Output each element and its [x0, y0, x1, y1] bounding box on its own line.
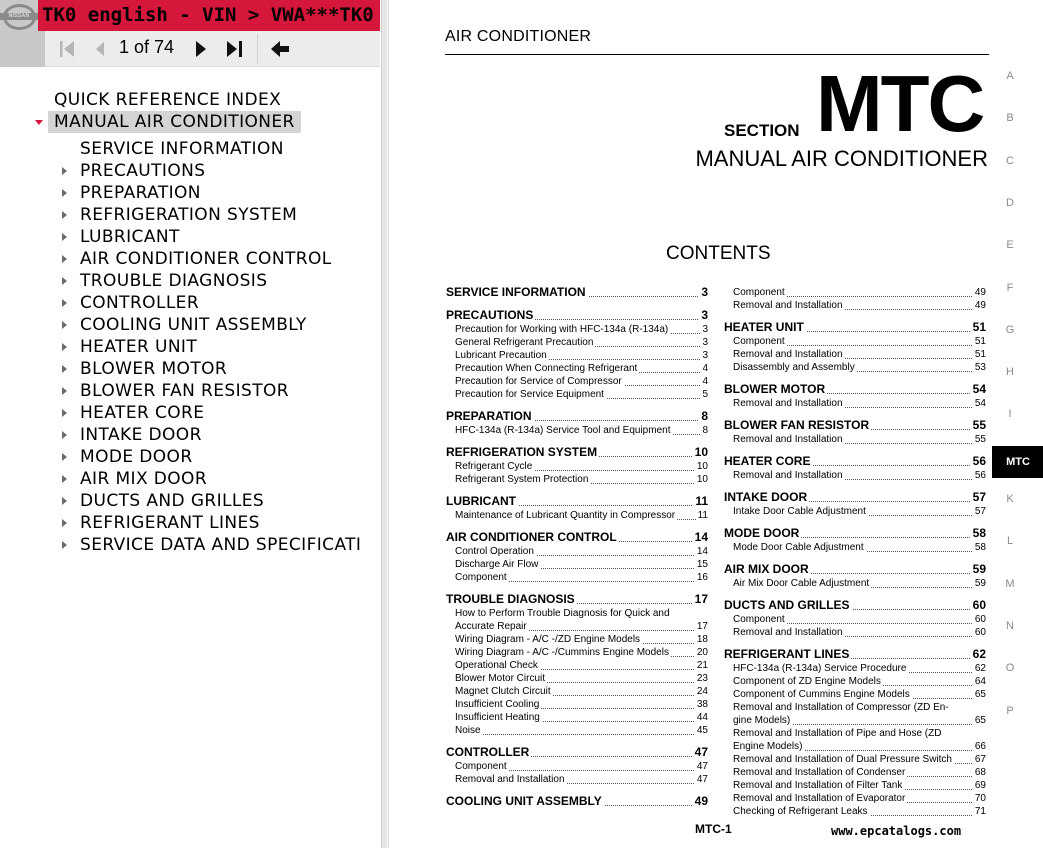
toc-heading[interactable] [446, 308, 708, 323]
toc-text: Insufficient Heating [455, 712, 540, 723]
navigation-pane [0, 0, 380, 848]
toc-text: Operational Check [455, 660, 538, 671]
toc-text: Component [733, 336, 785, 347]
header-rule [445, 54, 989, 55]
toc-entry[interactable] [733, 613, 986, 626]
toc-text: AIR MIX DOOR [724, 562, 809, 576]
toc-text: Removal and Installation [733, 349, 843, 360]
toc-page-number: 60 [974, 627, 986, 638]
index-tab: H [1006, 366, 1014, 379]
toc-text: REFRIGERATION SYSTEM [446, 445, 598, 459]
index-tab: B [1006, 112, 1014, 125]
toc-entry[interactable] [455, 711, 708, 724]
toc-heading[interactable] [724, 382, 986, 397]
nav-item-label[interactable]: BLOWER FAN RESISTOR [80, 381, 289, 401]
toc-text: Intake Door Cable Adjustment [733, 506, 866, 517]
index-tab-active: MTC [992, 446, 1043, 478]
toc-page-number: 65 [974, 715, 986, 726]
toc-entry[interactable] [455, 336, 708, 349]
toc-entry[interactable] [455, 672, 708, 685]
toc-page-number: 56 [974, 470, 986, 481]
pane-splitter[interactable] [381, 0, 387, 848]
toc-page-number: 59 [972, 562, 986, 576]
toc-page-number: 62 [974, 663, 986, 674]
toc-heading[interactable] [724, 454, 986, 469]
toc-text: Insufficient Cooling [455, 699, 540, 710]
next-page-icon [190, 38, 212, 60]
nav-item-label[interactable]: CONTROLLER [80, 293, 200, 313]
toc-entry[interactable] [733, 505, 986, 518]
toolbar-separator [257, 34, 258, 64]
collapsed-arrow-icon[interactable] [62, 431, 67, 439]
toc-page-number: 57 [972, 490, 986, 504]
toc-page-number: 14 [694, 530, 708, 544]
toc-text: Magnet Clutch Circuit [455, 686, 551, 697]
nav-item-label[interactable]: QUICK REFERENCE INDEX [54, 90, 282, 110]
toc-heading[interactable] [724, 418, 986, 433]
index-tab: G [1005, 323, 1015, 336]
toc-page-number: 4 [702, 363, 708, 374]
toc-text: LUBRICANT [446, 494, 516, 508]
toc-text: Engine Models) [733, 741, 803, 752]
toc-entry[interactable] [733, 714, 986, 727]
toc-entry[interactable] [455, 388, 708, 401]
toc-text: Removal and Installation of Dual Pressure Switch [733, 754, 952, 765]
toc-text: BLOWER FAN RESISTOR [724, 418, 870, 432]
toc-text: Removal and Installation [733, 434, 843, 445]
toc-page-number: 17 [696, 621, 708, 632]
nav-item-label[interactable]: LUBRICANT [80, 227, 180, 247]
collapsed-arrow-icon[interactable] [62, 453, 67, 461]
toc-text: Component [733, 614, 785, 625]
toc-text: Removal and Installation [733, 300, 843, 311]
toc-text: PREPARATION [446, 409, 532, 423]
nissan-logo-icon: NISSAN [0, 0, 38, 31]
toc-entry[interactable] [455, 724, 708, 737]
collapsed-arrow-icon[interactable] [62, 387, 67, 395]
toc-page-number: 10 [696, 461, 708, 472]
back-arrow-icon [269, 38, 291, 60]
toc-page-number: 49 [974, 300, 986, 311]
toc-heading[interactable] [724, 320, 986, 335]
toc-text: Precaution for Service Equipment [455, 389, 604, 400]
toc-text: Noise [455, 725, 481, 736]
toc-page-number: 66 [974, 741, 986, 752]
toc-text: Precaution When Connecting Refrigerant [455, 363, 638, 374]
toc-entry[interactable] [733, 286, 986, 299]
toc-entry[interactable] [455, 620, 708, 633]
toc-entry[interactable] [733, 805, 986, 818]
toc-text: INTAKE DOOR [724, 490, 808, 504]
toc-entry[interactable] [733, 577, 986, 590]
toc-text: TROUBLE DIAGNOSIS [446, 592, 575, 606]
toc-heading[interactable] [446, 409, 708, 424]
toc-text: Control Operation [455, 546, 534, 557]
toc-entry[interactable] [455, 375, 708, 388]
nav-item-label[interactable]: INTAKE DOOR [80, 425, 202, 445]
toc-text: Air Mix Door Cable Adjustment [733, 578, 870, 589]
toc-entry[interactable] [455, 698, 708, 711]
toc-text: MODE DOOR [724, 526, 800, 540]
toc-entry[interactable] [455, 323, 708, 336]
toc-page-number: 3 [702, 324, 708, 335]
toc-heading[interactable] [724, 598, 986, 613]
collapsed-arrow-icon[interactable] [62, 321, 67, 329]
collapsed-arrow-icon[interactable] [62, 299, 67, 307]
toc-page-number: 17 [694, 592, 708, 606]
first-page-button[interactable] [57, 38, 79, 60]
page-toolbar [0, 31, 380, 67]
toc-heading[interactable] [724, 526, 986, 541]
index-tab: M [1005, 577, 1015, 590]
toc-page-number: 64 [974, 676, 986, 687]
toc-text: REFRIGERANT LINES [724, 647, 850, 661]
toc-text: HEATER CORE [724, 454, 811, 468]
toc-page-number: 51 [972, 320, 986, 334]
next-page-button[interactable] [190, 38, 212, 60]
index-tab: O [1005, 662, 1015, 675]
page-footer-code: MTC-1 [695, 822, 732, 836]
toc-heading[interactable] [446, 445, 708, 460]
toc-entry[interactable] [733, 688, 986, 701]
toc-entry[interactable] [733, 299, 986, 312]
index-tab: C [1006, 154, 1014, 167]
collapsed-arrow-icon[interactable] [62, 409, 67, 417]
back-button[interactable] [269, 38, 291, 60]
toc-page-number: 15 [696, 559, 708, 570]
toc-page-number: 45 [696, 725, 708, 736]
toc-entry[interactable] [733, 335, 986, 348]
toc-text: How to Perform Trouble Diagnosis for Quick and [455, 608, 670, 619]
toc-text: CONTROLLER [446, 745, 530, 759]
toc-entry[interactable] [733, 792, 986, 805]
collapsed-arrow-icon[interactable] [62, 255, 67, 263]
toc-page-number: 58 [972, 526, 986, 540]
toc-text: HFC-134a (R-134a) Service Tool and Equipment [455, 425, 671, 436]
toc-entry[interactable] [455, 685, 708, 698]
nav-item-label[interactable]: SERVICE INFORMATION [80, 139, 284, 159]
toc-text: HFC-134a (R-134a) Service Procedure [733, 663, 907, 674]
toc-page-number: 3 [702, 350, 708, 361]
nav-item-label[interactable]: COOLING UNIT ASSEMBLY [80, 315, 307, 335]
toc-entry[interactable] [733, 766, 986, 779]
toc-heading[interactable] [724, 647, 986, 662]
toc-page-number: 47 [696, 774, 708, 785]
toc-text: Disassembly and Assembly [733, 362, 855, 373]
previous-page-button[interactable] [90, 38, 112, 60]
toc-text: Removal and Installation of Filter Tank [733, 780, 903, 791]
toc-text: Component [455, 761, 507, 772]
toc-entry[interactable] [455, 646, 708, 659]
toc-entry[interactable] [455, 509, 708, 522]
collapsed-arrow-icon[interactable] [62, 541, 67, 549]
collapsed-arrow-icon[interactable] [62, 277, 67, 285]
nav-item-label[interactable]: REFRIGERANT LINES [80, 513, 260, 533]
toc-text: SERVICE INFORMATION [446, 285, 586, 299]
nav-item-label[interactable]: MANUAL AIR CONDITIONER [48, 111, 301, 133]
index-tab: L [1006, 535, 1014, 548]
toc-text: Removal and Installation of Condenser [733, 767, 906, 778]
toc-text: HEATER UNIT [724, 320, 804, 334]
toc-entry[interactable] [733, 675, 986, 688]
toc-entry[interactable] [733, 626, 986, 639]
toc-page-number: 49 [974, 287, 986, 298]
document-title: TK0 english - VIN > VWA***TK0 [42, 4, 374, 26]
toc-text: Removal and Installation [733, 470, 843, 481]
toc-entry[interactable] [455, 424, 708, 437]
index-tab: F [1006, 281, 1014, 294]
toc-page-number: 55 [974, 434, 986, 445]
toc-page-number: 54 [974, 398, 986, 409]
contents-title: CONTENTS [666, 243, 771, 264]
toc-page-number: 11 [697, 510, 708, 521]
index-tab: N [1006, 619, 1014, 632]
toc-text: Component [733, 287, 785, 298]
index-tab: K [1006, 493, 1014, 505]
nav-item-label[interactable]: TROUBLE DIAGNOSIS [80, 271, 268, 291]
toc-text: Accurate Repair [455, 621, 527, 632]
collapsed-arrow-icon[interactable] [62, 475, 67, 483]
nav-item-label[interactable]: PRECAUTIONS [80, 161, 206, 181]
toc-text: Refrigerant System Protection [455, 474, 589, 485]
toc-text: Removal and Installation [733, 398, 843, 409]
toc-page-number: 3 [702, 337, 708, 348]
toc-leader [455, 734, 708, 735]
toc-page-number: 71 [974, 806, 986, 817]
toc-entry[interactable] [455, 571, 708, 584]
toc-page-number: 23 [696, 673, 708, 684]
toc-page-number: 57 [974, 506, 986, 517]
nav-item-label[interactable]: SERVICE DATA AND SPECIFICATI [80, 535, 362, 555]
section-code: MTC [816, 59, 984, 148]
index-tab: E [1006, 239, 1014, 252]
toc-entry[interactable] [455, 659, 708, 672]
toc-page-number: 53 [974, 362, 986, 373]
nav-item-label[interactable]: HEATER CORE [80, 403, 205, 423]
toc-text: PRECAUTIONS [446, 308, 534, 322]
toc-page-number: 24 [696, 686, 708, 697]
toc-text: Removal and Installation [455, 774, 565, 785]
toc-entry[interactable] [733, 541, 986, 554]
toc-entry[interactable] [455, 760, 708, 773]
toc-page-number: 20 [696, 647, 708, 658]
toc-page-number: 56 [972, 454, 986, 468]
toc-page-number: 69 [974, 780, 986, 791]
toc-page-number: 55 [972, 418, 986, 432]
toc-entry[interactable] [455, 362, 708, 375]
toc-page-number: 21 [696, 660, 708, 671]
toc-heading[interactable] [446, 592, 708, 607]
toc-entry[interactable] [733, 779, 986, 792]
toc-entry[interactable] [455, 633, 708, 646]
nav-item-label[interactable]: PREPARATION [80, 183, 201, 203]
toc-text: Lubricant Precaution [455, 350, 547, 361]
toc-entry[interactable] [455, 473, 708, 486]
index-tab: I [1008, 408, 1012, 421]
toc-entry[interactable] [733, 469, 986, 482]
toc-entry[interactable] [455, 607, 708, 620]
nav-item-label[interactable]: AIR CONDITIONER CONTROL [80, 249, 332, 269]
toc-entry[interactable] [733, 753, 986, 766]
toc-entry[interactable] [455, 773, 708, 786]
toc-page-number: 49 [694, 794, 708, 808]
toc-page-number: 16 [696, 572, 708, 583]
nav-item-label[interactable]: HEATER UNIT [80, 337, 198, 357]
last-page-button[interactable] [224, 38, 246, 60]
expanded-arrow-icon[interactable] [35, 120, 43, 125]
toc-page-number: 44 [696, 712, 708, 723]
section-word: SECTION [724, 121, 800, 140]
toc-heading[interactable] [446, 745, 708, 760]
toc-text: Refrigerant Cycle [455, 461, 533, 472]
toc-page-number: 59 [974, 578, 986, 589]
page-indicator: 1 of 74 [119, 37, 175, 57]
toc-entry[interactable] [455, 558, 708, 571]
toc-heading[interactable] [446, 285, 708, 300]
collapsed-arrow-icon[interactable] [62, 167, 67, 175]
toolbar-spacer [0, 31, 45, 67]
toc-text: Precaution for Service of Compressor [455, 376, 622, 387]
watermark: www.epcatalogs.com [831, 824, 962, 838]
index-tab: P [1006, 704, 1014, 717]
toc-page-number: 60 [972, 598, 986, 612]
nav-item-label[interactable]: REFRIGERATION SYSTEM [80, 205, 298, 225]
toc-heading[interactable] [724, 562, 986, 577]
toc-text: BLOWER MOTOR [724, 382, 826, 396]
index-tab: D [1006, 196, 1014, 209]
toc-text: Component of Cummins Engine Models [733, 689, 910, 700]
toc-text: Component [455, 572, 507, 583]
collapsed-arrow-icon[interactable] [62, 233, 67, 241]
toc-text: Precaution for Working with HFC-134a (R-134a) [455, 324, 669, 335]
toc-page-number: 3 [701, 308, 708, 322]
document-page [388, 0, 1043, 848]
last-page-icon [224, 38, 246, 60]
toc-text: AIR CONDITIONER CONTROL [446, 530, 617, 544]
toc-page-number: 3 [701, 285, 708, 299]
toc-page-number: 4 [702, 376, 708, 387]
toc-heading[interactable] [724, 490, 986, 505]
toc-page-number: 11 [695, 494, 708, 508]
toc-heading[interactable] [446, 494, 708, 509]
toc-page-number: 10 [696, 474, 708, 485]
toc-page-number: 60 [974, 614, 986, 625]
toc-page-number: 18 [696, 634, 708, 645]
toc-page-number: 47 [696, 761, 708, 772]
toc-text: DUCTS AND GRILLES [724, 598, 850, 612]
toc-text: Blower Motor Circuit [455, 673, 546, 684]
toc-text: Wiring Diagram - A/C -/ZD Engine Models [455, 634, 641, 645]
toc-text: Discharge Air Flow [455, 559, 539, 570]
toc-page-number: 8 [702, 425, 708, 436]
collapsed-arrow-icon[interactable] [62, 189, 67, 197]
collapsed-arrow-icon[interactable] [62, 343, 67, 351]
toc-page-number: 51 [974, 349, 986, 360]
index-tab: A [1006, 70, 1014, 82]
toc-heading[interactable] [446, 794, 708, 809]
toc-page-number: 58 [974, 542, 986, 553]
nav-item-label[interactable]: DUCTS AND GRILLES [80, 491, 265, 511]
toc-page-number: 62 [972, 647, 986, 661]
collapsed-arrow-icon[interactable] [62, 365, 67, 373]
nav-item-label[interactable]: AIR MIX DOOR [80, 469, 208, 489]
toc-text: Wiring Diagram - A/C -/Cummins Engine Models [455, 647, 669, 658]
section-name: MANUAL AIR CONDITIONER [695, 146, 988, 171]
toc-text: Checking of Refrigerant Leaks [733, 806, 868, 817]
toc-entry[interactable] [733, 348, 986, 361]
toc-page-number: 54 [972, 382, 986, 396]
toc-page-number: 5 [702, 389, 708, 400]
toc-entry[interactable] [455, 349, 708, 362]
toc-page-number: 51 [974, 336, 986, 347]
toc-entry[interactable] [733, 662, 986, 675]
toc-entry[interactable] [733, 433, 986, 446]
first-page-icon [57, 38, 79, 60]
nav-item-label[interactable]: MODE DOOR [80, 447, 193, 467]
toc-text: Removal and Installation of Compressor (ZD En- [733, 702, 949, 713]
collapsed-arrow-icon[interactable] [62, 211, 67, 219]
toc-page-number: 47 [694, 745, 708, 759]
toc-page-number: 8 [701, 409, 708, 423]
toc-text: Component of ZD Engine Models [733, 676, 881, 687]
toc-text: Removal and Installation of Evaporator [733, 793, 906, 804]
toc-page-number: 10 [694, 445, 708, 459]
toc-text: Maintenance of Lubricant Quantity in Compressor [455, 510, 676, 521]
title-bar [0, 0, 380, 31]
toc-text: gine Models) [733, 715, 791, 726]
toc-text: General Refrigerant Precaution [455, 337, 594, 348]
toc-heading[interactable] [446, 530, 708, 545]
collapsed-arrow-icon[interactable] [62, 497, 67, 505]
toc-entry[interactable] [455, 460, 708, 473]
collapsed-arrow-icon[interactable] [62, 519, 67, 527]
toc-entry[interactable] [733, 361, 986, 374]
running-head: AIR CONDITIONER [445, 28, 592, 45]
toc-page-number: 38 [696, 699, 708, 710]
previous-page-icon [90, 38, 112, 60]
toc-page-number: 68 [974, 767, 986, 778]
nav-item-label[interactable]: BLOWER MOTOR [80, 359, 228, 379]
toc-page-number: 70 [974, 793, 986, 804]
toc-page-number: 67 [974, 754, 986, 765]
toc-entry[interactable] [733, 727, 986, 740]
toc-text: COOLING UNIT ASSEMBLY [446, 794, 602, 808]
toc-page-number: 14 [696, 546, 708, 557]
toc-entry[interactable] [733, 740, 986, 753]
toc-entry[interactable] [733, 397, 986, 410]
toc-entry[interactable] [455, 545, 708, 558]
toc-page-number: 65 [974, 689, 986, 700]
toc-text: Removal and Installation [733, 627, 843, 638]
toc-text: Removal and Installation of Pipe and Hose (ZD [733, 728, 942, 739]
toc-entry[interactable] [733, 701, 986, 714]
toc-text: Mode Door Cable Adjustment [733, 542, 864, 553]
